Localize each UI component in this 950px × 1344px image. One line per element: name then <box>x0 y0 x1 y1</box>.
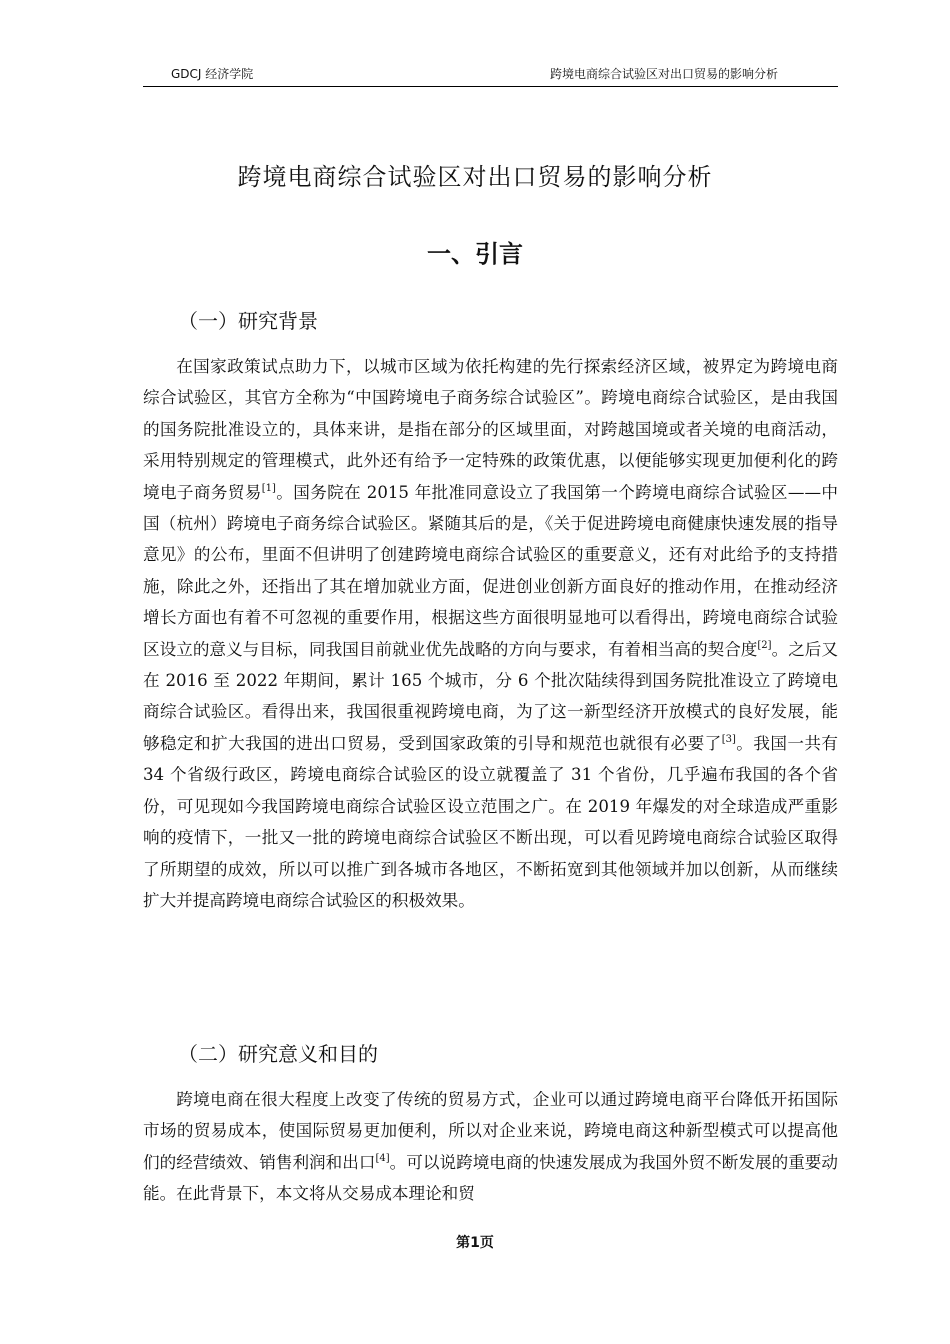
section-heading-introduction: 一、引言 <box>427 240 523 268</box>
paper-title: 跨境电商综合试验区对出口贸易的影响分析 <box>237 163 713 191</box>
paragraph-significance <box>143 1084 838 1210</box>
paragraph-text: 跨境电商在很大程度上改变了传统的贸易方式，企业可以通过跨境电商平台降低开拓国际市场的贸易成本，使国际贸易更加便利，所以对企业来说，跨境电商这种新型模式可以提高他们的经营绩效、销售利润和出口 <box>143 1090 838 1172</box>
paragraph-text: 。国务院在 2015 年批准同意设立了我国第一个跨境电商综合试验区——中国（杭州）跨境电子商务综合试验区。紧随其后的是，《关于促进跨境电商健康快速发展的指导意见》的公布，里面不但讲明了创建跨境电商综合试验区的重要意义，还有对此给予的支持措施，除此之外，还指出了其在增加就业方面，促进创业创新方面良好的推动作用，在推动经济增长方面也有着不可忽视的重要作用，根据这些方面很明显地可以看得出，跨境电商综合试验区设立的意义与目标，同我国目前就业优先战略的方向与要求，有着相当高的契合度 <box>143 482 838 659</box>
running-header <box>143 64 838 87</box>
subsection-heading-background: （一）研究背景 <box>178 309 318 333</box>
page-number: 第1页 <box>456 1235 494 1251</box>
paragraph-text: 。之后又在 2016 至 2022 年期间，累计 165 个城市，分 6 个批次陆续得到国务院批准设立了跨境电商综合试验区。看得出来，我国很重视跨境电商，为了这一新型经济开放模式的良好发展，能够稳定和扩大我国的进出口贸易，受到国家政策的引导和规范也就很有必要了 <box>143 639 839 753</box>
citation-ref: [1] <box>261 482 276 494</box>
citation-ref: [4] <box>375 1152 390 1164</box>
paragraph-text: 。可以说跨境电商的快速发展成为我国外贸不断发展的重要动能。在此背景下，本文将从交易成本理论和贸 <box>143 1152 839 1204</box>
paragraph-text: 。我国一共有 34 个省级行政区，跨境电商综合试验区的设立就覆盖了 31 个省份，几乎遍布我国的各个省份，可见现如今我国跨境电商综合试验区设立范围之广。在 2019 年爆发的对全球造成严重影响的疫情下，一批又一批的跨境电商综合试验区不断出现，可以看见跨境电商综合试验区取得了所期望的成效，所以可以推广到各城市各地区，不断拓宽到其他领域并加以创新，从而继续扩大并提高跨境电商综合试验区的积极效果。 <box>143 733 838 910</box>
citation-ref: [2] <box>757 639 772 651</box>
subsection-heading-significance: （二）研究意义和目的 <box>178 1042 378 1066</box>
paragraph-background <box>143 351 838 916</box>
header-institution: GDCJ 经济学院 <box>171 67 254 81</box>
paragraph-text: 在国家政策试点助力下，以城市区域为依托构建的先行探索经济区域，被界定为跨境电商综合试验区，其官方全称为“中国跨境电子商务综合试验区”。跨境电商综合试验区，是由我国的国务院批准设立的，具体来讲，是指在部分的区域里面，对跨越国境或者关境的电商活动，采用特别规定的管理模式，此外还有给予一定特殊的政策优惠，以便能够实现更加便利化的跨境电子商务贸易 <box>143 357 838 502</box>
citation-ref: [3] <box>721 733 736 745</box>
header-paper-title: 跨境电商综合试验区对出口贸易的影响分析 <box>549 67 778 81</box>
